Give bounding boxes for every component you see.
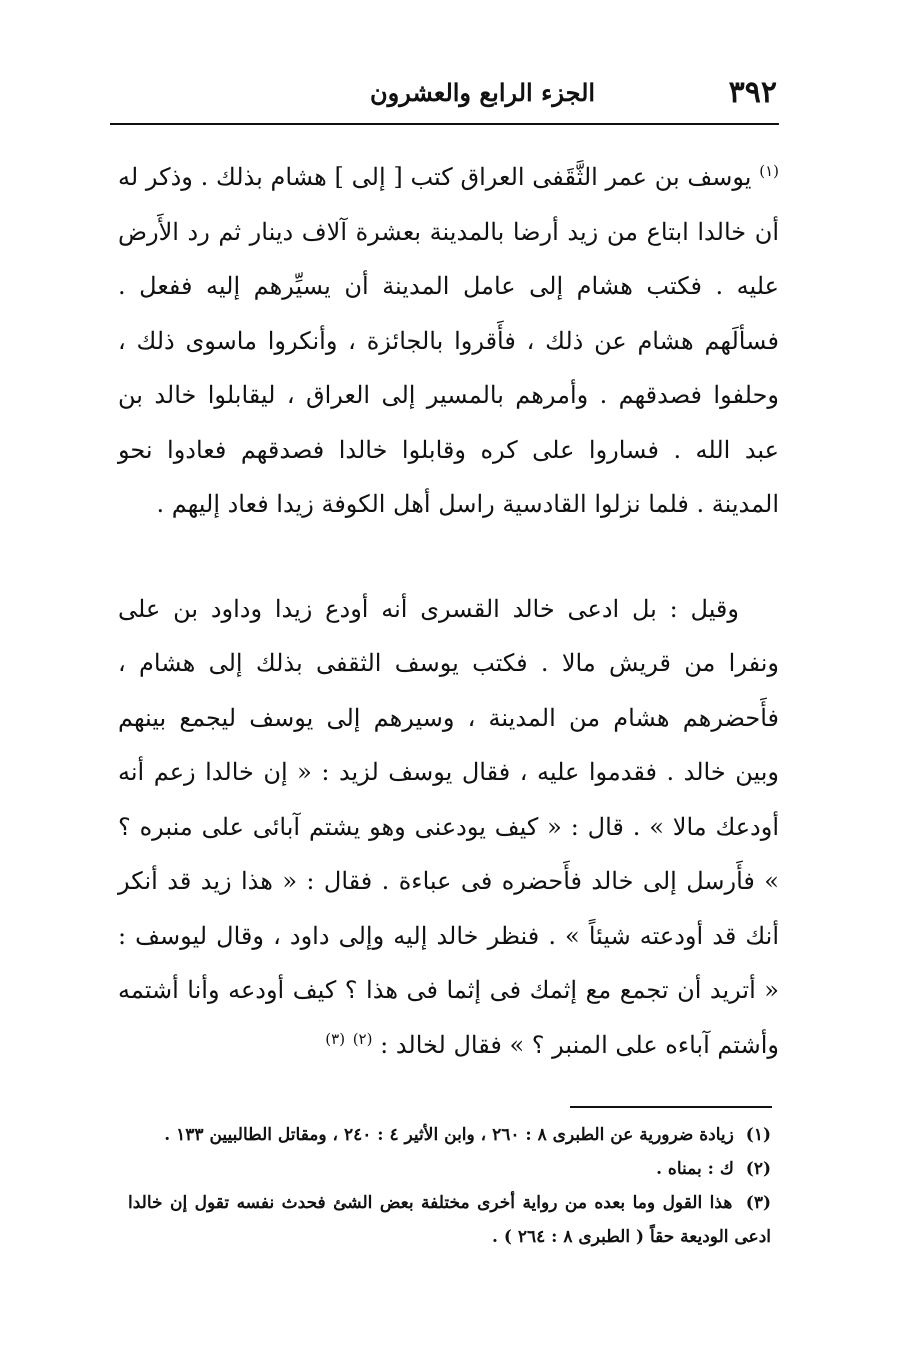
footnote-marker: (٢) bbox=[352, 1029, 373, 1048]
footnote-rule bbox=[570, 1106, 772, 1108]
header-rule bbox=[110, 123, 779, 125]
paragraph-2 bbox=[118, 582, 779, 1073]
paragraph-1 bbox=[118, 150, 779, 532]
footnote-marker: (٣) bbox=[325, 1029, 346, 1048]
paragraph-2-text: وقيل : بل ادعى خالد القسرى أنه أودع زيدا وداود بن على ونفرا من قريش مالا . فكتب يوسف الثقفى بذلك إلى هشام ، فأَحضرهم هشام من المدينة ، وسيرهم إلى يوسف ليجمع بينهم وبين خالد . فقدموا عليه ، فقال يوسف لزيد : « إن خالدا زعم أنه أودعك مالا » . قال : « كيف يودعنى وهو يشتم آبائى على منبره ؟ » فأَرسل إلى خالد فأَحضره فى عباءة . فقال : « هذا زيد قد أنكر أنك قد أودعته شيئاً » . فنظر خالد إليه وإلى داود ، وقال ليوسف : « أتريد أن تجمع مع إثمك فى إثما فى هذا ؟ كيف أودعه وأنا أشتمه وأشتم آباءه على المنبر ؟ » فقال لخالد : bbox=[118, 594, 779, 1059]
page-number: ٣٩٢ bbox=[728, 74, 777, 110]
footnote-text: ك : بمناه . bbox=[656, 1159, 734, 1179]
running-title: الجزء الرابع والعشرون bbox=[370, 77, 596, 107]
footnote-2 bbox=[128, 1152, 771, 1186]
footnote-number: (١) bbox=[745, 1125, 771, 1145]
footnote-1 bbox=[128, 1118, 771, 1152]
footnote-3 bbox=[128, 1186, 771, 1254]
main-text bbox=[118, 150, 779, 1072]
footnote-marker: (١) bbox=[759, 162, 779, 180]
footnote-number: (٢) bbox=[745, 1159, 771, 1179]
footnote-text: هذا القول وما بعده من رواية أخرى مختلفة بعض الشئ فحدث نفسه تقول إن خالدا ادعى الوديعة حقاً ( الطبرى ٨ : ٢٦٤ ) . bbox=[128, 1193, 771, 1247]
paragraph-1-text: يوسف بن عمر الثَّقَفى العراق كتب [ إلى ] هشام بذلك . وذكر له أن خالدا ابتاع من زيد أرضا بالمدينة بعشرة آلاف دينار ثم رد الأَرض عليه . فكتب هشام إلى عامل المدينة أن يسيِّرهم إليه ففعل . فسألَهم هشام عن ذلك ، فأَقروا بالجائزة ، وأنكروا ماسوى ذلك ، وحلفوا فصدقهم . وأمرهم بالمسير إلى العراق ، ليقابلوا خالد بن عبد الله . فساروا على كره وقابلوا خالدا فصدقهم فعادوا نحو المدينة . فلما نزلوا القادسية راسل أهل الكوفة زيدا فعاد إليهم . bbox=[118, 163, 779, 518]
footnotes bbox=[128, 1118, 771, 1254]
footnote-number: (٣) bbox=[745, 1193, 771, 1213]
page-header bbox=[110, 68, 777, 116]
footnote-text: زيادة ضرورية عن الطبرى ٨ : ٢٦٠ ، وابن الأثير ٤ : ٢٤٠ ، ومقاتل الطالبيين ١٣٣ . bbox=[164, 1125, 734, 1145]
